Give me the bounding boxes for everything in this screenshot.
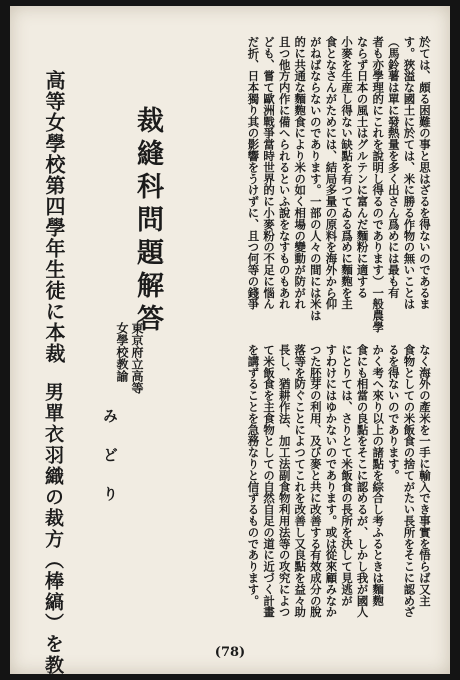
body-text-upper: 於ては、頗る困難の事と思はざるを得ないのであるま す。狹溢な國土に於ては、米に勝る作物の無いことは （馬鈴薯は單に發熱量を多く出さん爲めには最も有 者も亦學理的にこれを說明し得るのであります）一般農學 ならず日本の風土はグルテンに富んだ麵粉に適する 小麥を生産し得ない缺點を有つてゐる爲めに麵麭を主 食となさんがためには、結局多量の原料を海外から仰 がねばならないのであります。一部の人々の間には米は 的に共通な麵麭食により米の如く相場の變動が防がれ 且つ他方内作に備へられるといふ說をなすものもあれ ども、嘗て歐洲戰爭當時世界的に小麥粉の不足に惱ん だ折、日本獨り其の影響をうけずに、且つ何等の錢爭 bbox=[246, 36, 432, 333]
question-title: 男單衣羽織の裁方（棒縞）を教 bbox=[42, 382, 64, 676]
article-title: 裁縫科問題解答 bbox=[132, 106, 163, 337]
section-header: 高等女學校第四學年生徒に本裁 bbox=[42, 70, 66, 364]
author-affiliation: 東京府立高等 女學校教諭 bbox=[115, 322, 144, 394]
page-number: (78) bbox=[214, 645, 246, 660]
author-name: みどり bbox=[101, 408, 119, 525]
body-text-lower: なく海外の產米を一手に輸入でき事實を悟らば又主 食物としての米飯食の捨てがたい長所をそこに認めざ るを得ないのであります。 かく考へ來り以上の諸點を綜合し考ふるときは麵麭 食にも相當の良點をそこに認めるが、しかし我が國人 にとりては、さりとて米飯食の長所を決して見逃が すわけにはゆかないのであります。或は從來顧みなか つた胚芽の利用、及び麥と共に改善する有效成分の脫 落等を防ぐことによつてこれを改善し又良點を益々助 長し、猶耕作法、加工法副食物利用法等の攻究によつ て米飯食を主食物としての自然自足の道に近づく計畫 を講ずることを急務なりと信ずるものであります。 bbox=[246, 344, 432, 618]
document-page bbox=[10, 6, 450, 674]
